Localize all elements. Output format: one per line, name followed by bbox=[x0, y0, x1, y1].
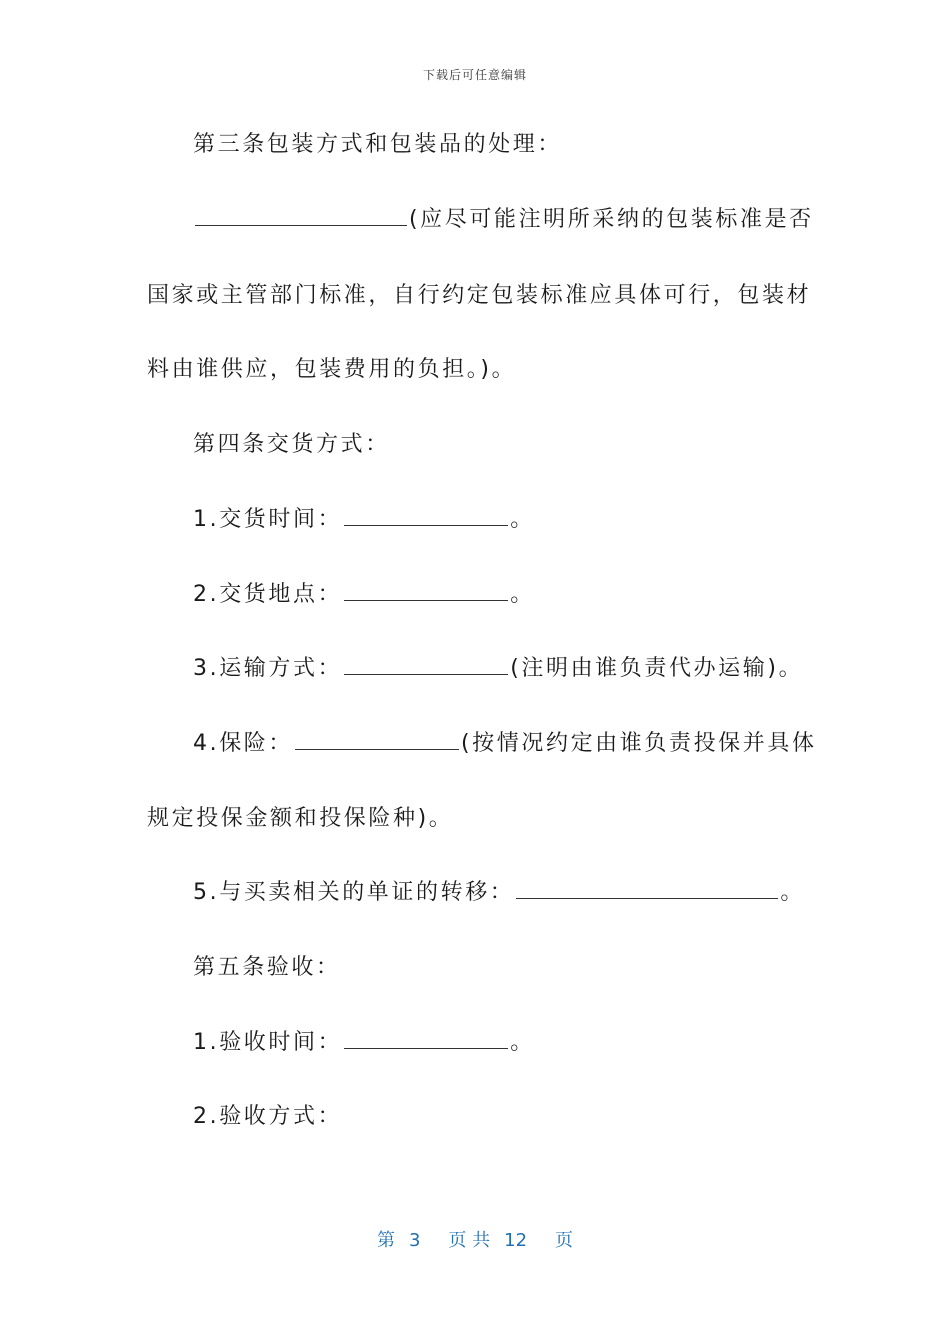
article-3-title: 第三条包装方式和包装品的处理： bbox=[193, 132, 563, 157]
article-5-title: 第五条验收： bbox=[193, 955, 341, 980]
inspection-method-line: 2.验收方式： bbox=[193, 1104, 343, 1129]
fill-in-blank[interactable] bbox=[195, 205, 407, 226]
insurance-line bbox=[193, 729, 817, 759]
article-3-note: (应尽可能注明所采纳的包装标准是否 bbox=[409, 207, 814, 232]
footer-suffix: 页 bbox=[555, 1230, 574, 1251]
insurance-blank[interactable] bbox=[295, 729, 459, 750]
insurance-label: 4.保险： bbox=[193, 731, 293, 756]
inspection-time-line bbox=[193, 1028, 535, 1058]
documents-transfer-end: 。 bbox=[780, 880, 806, 905]
page-header: 下载后可任意编辑 bbox=[422, 68, 527, 82]
article-3-line-1 bbox=[193, 205, 814, 235]
inspection-time-end: 。 bbox=[510, 1030, 535, 1055]
delivery-place-blank[interactable] bbox=[344, 580, 508, 601]
page-footer bbox=[0, 1226, 950, 1252]
footer-middle: 页 共 bbox=[448, 1230, 491, 1251]
article-4-title: 第四条交货方式： bbox=[193, 432, 390, 457]
transport-note: (注明由谁负责代办运输)。 bbox=[510, 656, 804, 681]
insurance-note: (按情况约定由谁负责投保并具体 bbox=[461, 731, 817, 756]
inspection-time-blank[interactable] bbox=[344, 1028, 508, 1049]
transport-blank[interactable] bbox=[344, 654, 508, 675]
article-3-line-2: 国家或主管部门标准，自行约定包装标准应具体可行，包装材 bbox=[147, 283, 812, 308]
footer-total-pages: 12 bbox=[504, 1230, 528, 1251]
transport-label: 3.运输方式： bbox=[193, 656, 343, 681]
footer-prefix: 第 bbox=[376, 1230, 395, 1251]
delivery-place-end: 。 bbox=[510, 582, 535, 607]
documents-transfer-line bbox=[193, 878, 805, 908]
insurance-continuation: 规定投保金额和投保险种)。 bbox=[147, 806, 454, 831]
footer-current-page: 3 bbox=[408, 1230, 421, 1251]
delivery-place-label: 2.交货地点： bbox=[193, 582, 343, 607]
delivery-place-line bbox=[193, 580, 535, 610]
documents-transfer-blank[interactable] bbox=[516, 878, 778, 899]
delivery-time-line bbox=[193, 505, 535, 535]
inspection-time-label: 1.验收时间： bbox=[193, 1030, 343, 1055]
article-3-line-3: 料由谁供应，包装费用的负担。)。 bbox=[147, 357, 517, 382]
delivery-time-blank[interactable] bbox=[344, 505, 508, 526]
documents-transfer-label: 5.与买卖相关的单证的转移： bbox=[193, 880, 515, 905]
delivery-time-end: 。 bbox=[510, 507, 535, 532]
delivery-time-label: 1.交货时间： bbox=[193, 507, 343, 532]
transport-line bbox=[193, 654, 803, 684]
